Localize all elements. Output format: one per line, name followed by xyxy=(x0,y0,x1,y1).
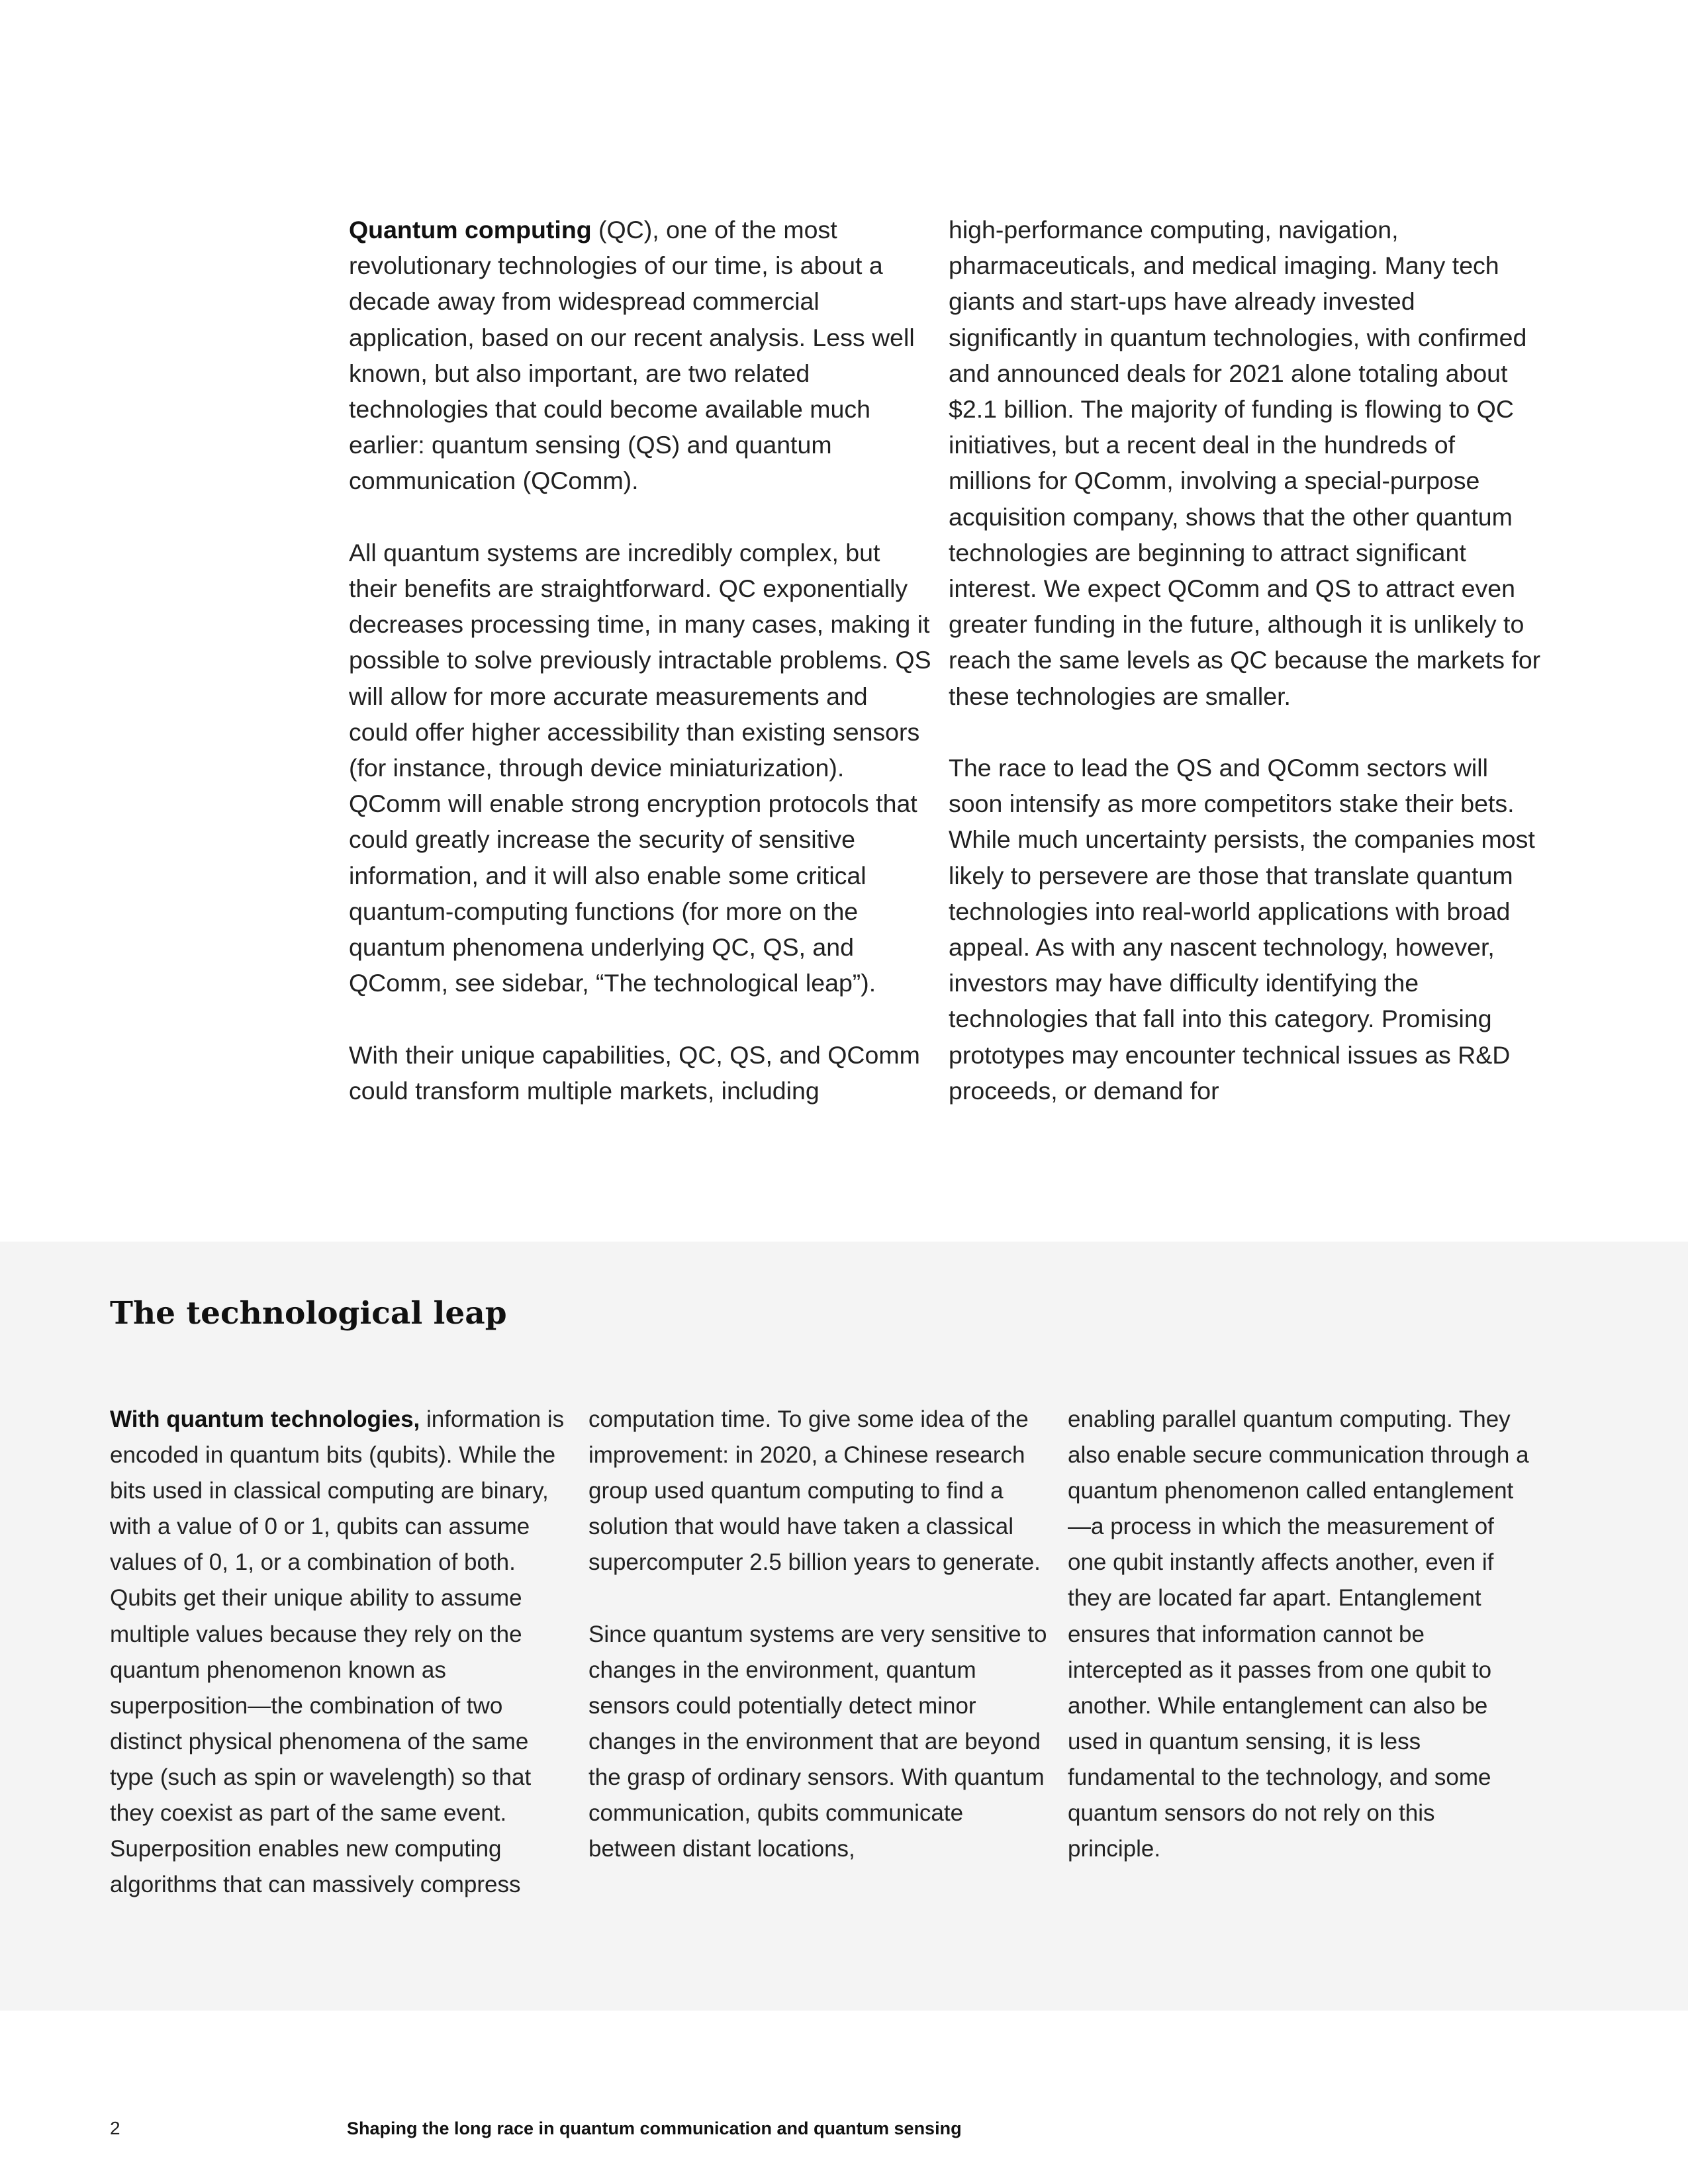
article-paragraph: high-performance computing, navigation, pharmaceuticals, and medical imaging. Many tech giants and start-ups have already invested significantly in quantum technologies, with confirmed and announced deals for 2021 alone totaling about $2.1 billion. The majority of funding is flowing to QC initiatives, but a recent deal in the hundreds of millions for QComm, involving a special-purpose acquisition company, shows that the other quantum technologies are beginning to attract significant interest. We expect QComm and QS to attract even greater funding in the future, although it is unlikely to reach the same levels as QC because the markets for these technologies are smaller. xyxy=(949,216,1541,710)
sidebar-paragraph: Since quantum systems are very sensitive to changes in the environment, quantum sensors could potentially detect minor changes in the environment that are beyond the grasp of ordinary sensors. With quantum communication, qubits communicate between distant locations, xyxy=(588,1621,1047,1862)
lead-in-bold: Quantum computing xyxy=(349,216,592,244)
lead-in-bold: With quantum technologies, xyxy=(110,1406,420,1432)
sidebar-paragraph: computation time. To give some idea of the improvement: in 2020, a Chinese research group used quantum computing to find a solution that would have taken a classical supercomputer 2.5 billion years to generate. xyxy=(588,1406,1041,1576)
paragraph-text: (QC), one of the most revolutionary technologies of our time, is about a decade away from widespread commercial application, based on our recent analysis. Less well known, but also important, are two related technologies that could become available much earlier: quantum sensing (QS) and quantum communication (QComm). xyxy=(349,216,915,495)
article-paragraph: With their unique capabilities, QC, QS, and QComm could transform multiple markets, including xyxy=(349,1040,920,1105)
article-paragraph: The race to lead the QS and QComm sectors will soon intensify as more competitors stake their bets. While much uncertainty persists, the companies most likely to persevere are those that translate quantum technologies into real-world applications with broad appeal. As with any nascent technology, however, investors may have difficulty identifying the technologies that fall into this category. Promising prototypes may encounter technical issues as R&D proceeds, or demand for xyxy=(949,754,1535,1105)
sidebar-title: The technological leap xyxy=(110,1295,507,1332)
paragraph-text: information is encoded in quantum bits (qubits). While the bits used in classical computing are binary, with a value of 0 or 1, qubits can assume values of 0, 1, or a combination of both. Qubits get their unique ability to assume multiple values because they rely on the quantum phenomenon known as superposition—the combination of two distinct physical phenomena of the same type (such as spin or wavelength) so that they coexist as part of the same event. Superposition enables new computing algorithms that can massively compress xyxy=(110,1406,565,1898)
page-number: 2 xyxy=(110,2118,120,2138)
sidebar-paragraph xyxy=(110,1402,573,1903)
footer-title: Shaping the long race in quantum communication and quantum sensing xyxy=(347,2118,962,2138)
article-column-right xyxy=(949,212,1544,1144)
sidebar-column-3 xyxy=(1068,1402,1531,1903)
sidebar-paragraph: enabling parallel quantum computing. They also enable secure communication through a quantum phenomenon called entanglement—a process in which the measurement of one qubit instantly affects another, even if they are located far apart. Entanglement ensures that information cannot be intercepted as it passes from one qubit to another. While entanglement can also be used in quantum sensing, it is less fundamental to the technology, and some quantum sensors do not rely on this principle. xyxy=(1068,1406,1529,1862)
article-paragraph: All quantum systems are incredibly complex, but their benefits are straightforward. QC exponentially decreases processing time, in many cases, making it possible to solve previously intractable problems. QS will allow for more accurate measurements and could offer higher accessibility than existing sensors (for instance, through device miniaturization). QComm will enable strong encryption protocols that could greatly increase the security of sensitive information, and it will also enable some critical quantum-computing functions (for more on the quantum phenomena underlying QC, QS, and QComm, see sidebar, “The technological leap”). xyxy=(349,538,931,997)
sidebar-column-2 xyxy=(588,1402,1052,1903)
sidebar-column-1 xyxy=(110,1402,573,1938)
article-column-left xyxy=(349,212,931,1144)
article-paragraph xyxy=(349,212,931,499)
